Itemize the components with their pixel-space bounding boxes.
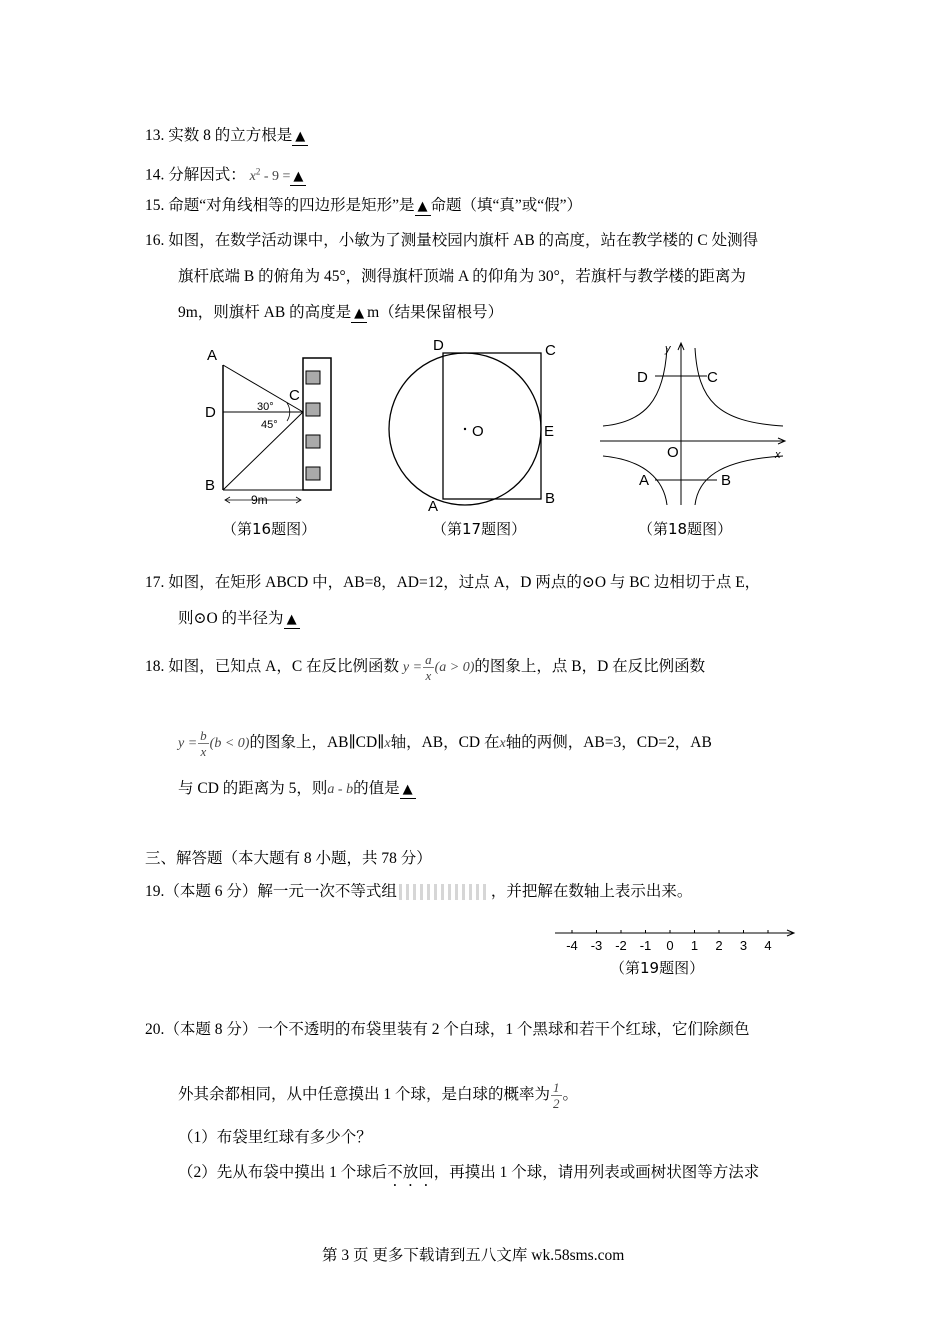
question-20-line1: 20.（本题 8 分）一个不透明的布袋里装有 2 个白球，1 个黑球和若干个红球，它们除颜色 [145, 1021, 750, 1038]
question-18-line2: y = $\frac{b}{x}$ (b < 0)的图象上，AB∥CD∥x轴，AB，CD 在x轴的两侧，AB=3，CD=2，AB [178, 728, 712, 759]
label-C: C [289, 387, 300, 404]
tick-label: -2 [615, 938, 627, 953]
label-D: D [433, 337, 444, 354]
tick-label: -3 [590, 938, 603, 953]
question-20-sub2: （2）先从布袋中摸出 1 个球后不放回，再摸出 1 个球，请用列表或画树状图等方法求 [178, 1164, 760, 1181]
label-B: B [205, 477, 216, 494]
label-A: A [639, 472, 650, 489]
tick-label: 3 [739, 938, 748, 953]
section-title: 三、解答题（本大题有 8 小题，共 78 分） [145, 850, 432, 867]
answer-blank: ▲ [284, 612, 300, 629]
axis-x-label: x [775, 449, 781, 461]
angle-45: 45° [261, 419, 278, 431]
figure-18 [595, 340, 795, 515]
tick-label: 4 [764, 938, 772, 953]
label-B: B [545, 490, 556, 507]
axis-y-label: y [665, 343, 671, 355]
label-O: O [472, 423, 484, 440]
tick-label: -1 [639, 938, 652, 953]
answer-blank: ▲ [415, 199, 431, 216]
fraction-a-over-x: $\frac{a}{x}$ [425, 652, 432, 683]
figure-19-number-line [550, 922, 800, 958]
question-20-line2: 外其余都相同，从中任意摸出 1 个球，是白球的概率为 $\frac{1}{2}$ 。 [178, 1080, 579, 1111]
label-B: B [721, 472, 732, 489]
question-13: 13. 实数 8 的立方根是 ▲ [145, 126, 308, 146]
question-19: 19.（本题 6 分）解一元一次不等式组 ，并把解在数轴上表示出来。 [145, 883, 693, 900]
label-D: D [637, 369, 648, 386]
fraction-one-half: $\frac{1}{2}$ [553, 1080, 560, 1111]
label-A: A [207, 347, 218, 364]
caption-fig19: （第19题图） [610, 959, 705, 977]
math-expression: $x^2 - 9$ = [249, 166, 291, 184]
label-E: E [544, 423, 555, 440]
question-16-line2: 旗杆底端 B 的俯角为 45°，测得旗杆顶端 A 的仰角为 30°，若旗杆与教学楼的距离为 [178, 268, 746, 285]
emphasis-dots: 不放回 [387, 1164, 434, 1181]
question-17-line1: 17. 如图，在矩形 ABCD 中，AB=8，AD=12，过点 A，D 两点的⊙O 与 BC 边相切于点 E， [145, 574, 761, 591]
answer-blank: ▲ [400, 782, 416, 799]
answer-blank: ▲ [351, 306, 367, 323]
page-footer: 第 3 页 更多下载请到五八文库 wk.58sms.com [322, 1247, 625, 1264]
label-A: A [428, 498, 439, 515]
label-C: C [545, 342, 556, 359]
inequality-system-image [399, 884, 489, 900]
question-16-line3: 9m，则旗杆 AB 的高度是 ▲ m（结果保留根号） [178, 304, 504, 321]
angle-30: 30° [257, 401, 274, 413]
question-20-sub1: （1）布袋里红球有多少个？ [178, 1129, 372, 1146]
answer-blank: ▲ [290, 169, 306, 186]
tick-label: 1 [690, 938, 699, 953]
tick-label: 0 [666, 938, 674, 953]
question-14: 14. 分解因式： $x^2 - 9$ = ▲ [145, 161, 306, 187]
caption-fig18: （第18题图） [638, 520, 733, 538]
distance-label: 9m [251, 493, 268, 507]
label-D: D [205, 404, 216, 421]
question-15: 15. 命题“对角线相等的四边形是矩形”是 ▲ 命题（填“真”或“假”） [145, 197, 583, 214]
label-C: C [707, 369, 718, 386]
tick-label: 2 [715, 938, 723, 953]
question-16-line1: 16. 如图，在数学活动课中，小敏为了测量校园内旗杆 AB 的高度，站在教学楼的 C 处测得 [145, 232, 759, 249]
caption-fig16: （第16题图） [222, 520, 317, 538]
figure-16 [195, 340, 345, 510]
fraction-b-over-x: $\frac{b}{x}$ [200, 728, 207, 759]
label-O: O [667, 444, 679, 461]
answer-blank: ▲ [292, 129, 308, 146]
figure-17 [385, 335, 565, 515]
caption-fig17: （第17题图） [432, 520, 527, 538]
question-17-line2: 则⊙O 的半径为 ▲ [178, 609, 300, 629]
tick-label: -4 [566, 938, 578, 953]
question-18-line3: 与 CD 的距离为 5，则a - b的值是 ▲ [178, 779, 416, 800]
question-18-line1: 18. 如图，已知点 A，C 在反比例函数 y = $\frac{a}{x}$ (a > 0)的图象上，点 B，D 在反比例函数 [145, 652, 706, 683]
